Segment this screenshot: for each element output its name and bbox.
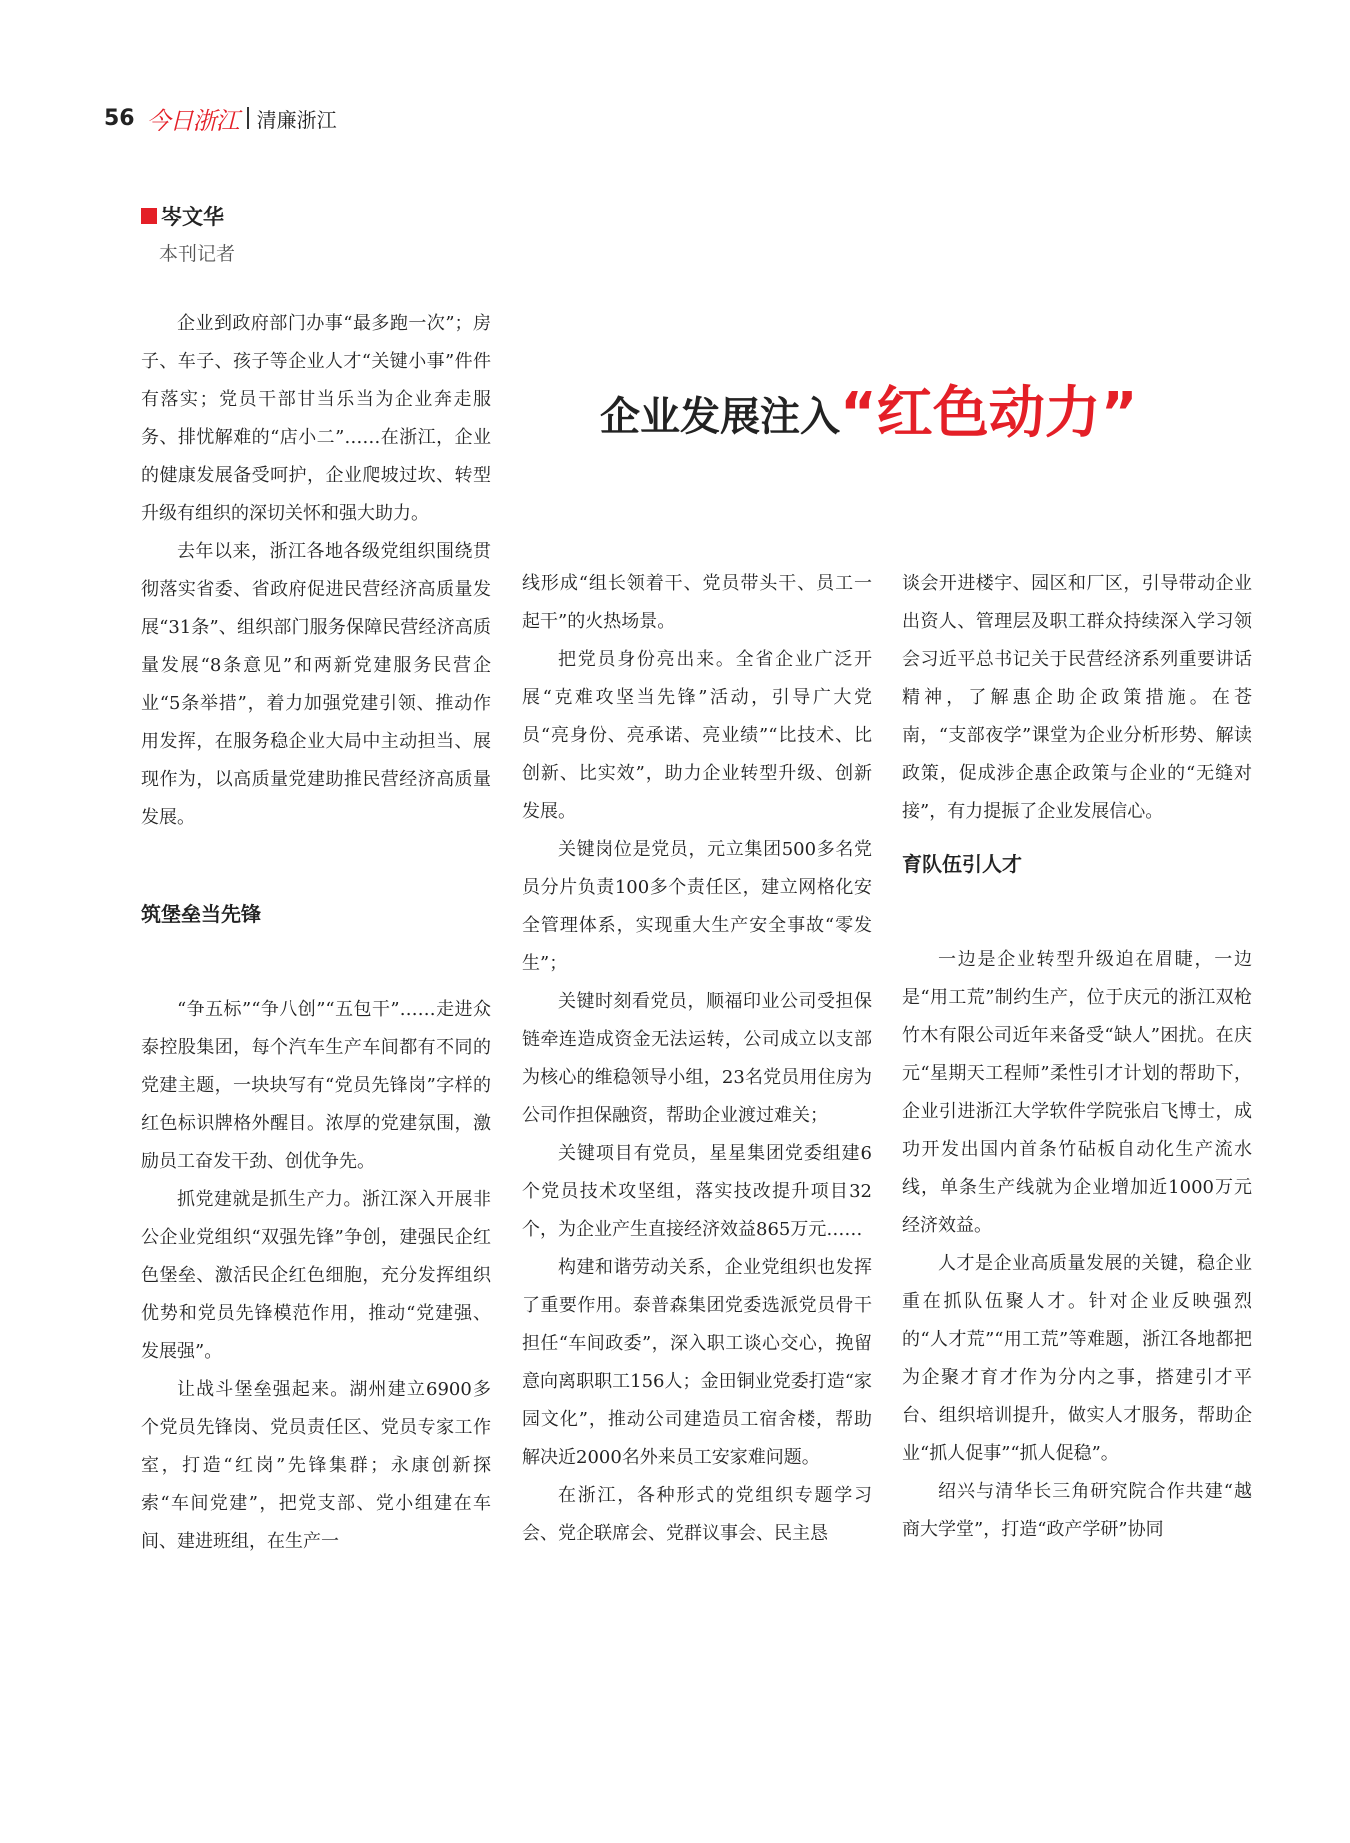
paragraph: 关键时刻看党员，顺福印业公司受担保链牵连造成资金无法运转，公司成立以支部为核心的维稳领导小组，23名党员用住房为公司作担保融资，帮助企业渡过难关； <box>522 991 872 1126</box>
column-2 <box>522 565 872 1553</box>
paragraph: 一边是企业转型升级迫在眉睫，一边是“用工荒”制约生产，位于庆元的浙江双枪竹木有限公司近年来备受“缺人”困扰。在庆元“星期天工程师”柔性引才计划的帮助下，企业引进浙江大学软件学院张启飞博士，成功开发出国内首条竹砧板自动化生产流水线，单条生产线就为企业增加近1000万元经济效益。 <box>902 949 1252 1236</box>
paragraph: 线形成“组长领着干、党员带头干、员工一起干”的火热场景。 <box>522 573 872 632</box>
magazine-logo: 今日浙江 <box>146 106 239 135</box>
paragraph: 谈会开进楼宇、园区和厂区，引导带动企业出资人、管理层及职工群众持续深入学习领会习近平总书记关于民营经济系列重要讲话精神，了解惠企助企政策措施。在苍南，“支部夜学”课堂为企业分析形势、解读政策，促成涉企惠企政策与企业的“无缝对接”，有力提振了企业发展信心。 <box>902 573 1252 822</box>
paragraph: 在浙江，各种形式的党组织专题学习会、党企联席会、党群议事会、民主恳 <box>522 1485 872 1544</box>
author-line <box>141 201 235 231</box>
red-square-icon <box>141 208 157 224</box>
column-3 <box>902 565 1252 1549</box>
author-role: 本刊记者 <box>159 243 236 265</box>
paragraph: 把党员身份亮出来。全省企业广泛开展“克难攻坚当先锋”活动，引导广大党员“亮身份、亮承诺、亮业绩”“比技术、比创新、比实效”，助力企业转型升级、创新发展。 <box>522 649 872 822</box>
section-heading: 筑堡垒当先锋 <box>141 902 261 926</box>
paragraph: 绍兴与清华长三角研究院合作共建“越商大学堂”，打造“政产学研”协同 <box>902 1481 1252 1540</box>
author-name: 岑文华 <box>161 205 224 229</box>
paragraph: 构建和谐劳动关系，企业党组织也发挥了重要作用。泰普森集团党委选派党员骨干担任“车间政委”，深入职工谈心交心，挽留意向离职职工156人；金田铜业党委打造“家园文化”，推动公司建造员工宿舍楼，帮助解决近2000名外来员工安家难问题。 <box>522 1257 872 1468</box>
paragraph: 让战斗堡垒强起来。湖州建立6900多个党员先锋岗、党员责任区、党员专家工作室，打造“红岗”先锋集群；永康创新探索“车间党建”，把党支部、党小组建在车间、建进班组，在生产一 <box>141 1379 491 1552</box>
article-title <box>600 362 1138 446</box>
byline <box>141 201 235 266</box>
section-heading: 育队伍引人才 <box>902 852 1022 876</box>
paragraph: 关键岗位是党员，元立集团500多名党员分片负责100多个责任区，建立网格化安全管理体系，实现重大生产安全事故“零发生”； <box>522 839 872 974</box>
paragraph: 人才是企业高质量发展的关键，稳企业重在抓队伍聚人才。针对企业反映强烈的“人才荒”“用工荒”等难题，浙江各地都把为企聚才育才作为分内之事，搭建引才平台、组织培训提升，做实人才服务，帮助企业“抓人促事”“抓人促稳”。 <box>902 1253 1252 1464</box>
paragraph: 抓党建就是抓生产力。浙江深入开展非公企业党组织“双强先锋”争创，建强民企红色堡垒、激活民企红色细胞，充分发挥组织优势和党员先锋模范作用，推动“党建强、发展强”。 <box>141 1189 491 1362</box>
header-divider <box>247 107 249 129</box>
page-header <box>104 103 337 133</box>
paragraph: “争五标”“争八创”“五包干”……走进众泰控股集团，每个汽车生产车间都有不同的党建主题，一块块写有“党员先锋岗”字样的红色标识牌格外醒目。浓厚的党建氛围，激励员工奋发干劲、创优争先。 <box>141 999 491 1172</box>
column-1 <box>141 305 491 1561</box>
section-name: 清廉浙江 <box>256 107 337 132</box>
paragraph: 去年以来，浙江各地各级党组织围绕贯彻落实省委、省政府促进民营经济高质量发展“31条”、组织部门服务保障民营经济高质量发展“8条意见”和两新党建服务民营企业“5条举措”，着力加强党建引领、推动作用发挥，在服务稳企业大局中主动担当、展现作为，以高质量党建助推民营经济高质量发展。 <box>141 541 491 828</box>
paragraph: 关键项目有党员，星星集团党委组建6个党员技术攻坚组，落实技改提升项目32个，为企业产生直接经济效益865万元…… <box>522 1143 872 1240</box>
page-number: 56 <box>104 105 135 131</box>
title-main: 企业发展注入 <box>600 393 840 440</box>
paragraph: 企业到政府部门办事“最多跑一次”；房子、车子、孩子等企业人才“关键小事”件件有落实；党员干部甘当乐当为企业奔走服务、排忧解难的“店小二”……在浙江，企业的健康发展备受呵护，企业爬坡过坎、转型升级有组织的深切关怀和强大助力。 <box>141 313 491 524</box>
title-highlight: “红色动力” <box>840 381 1138 446</box>
